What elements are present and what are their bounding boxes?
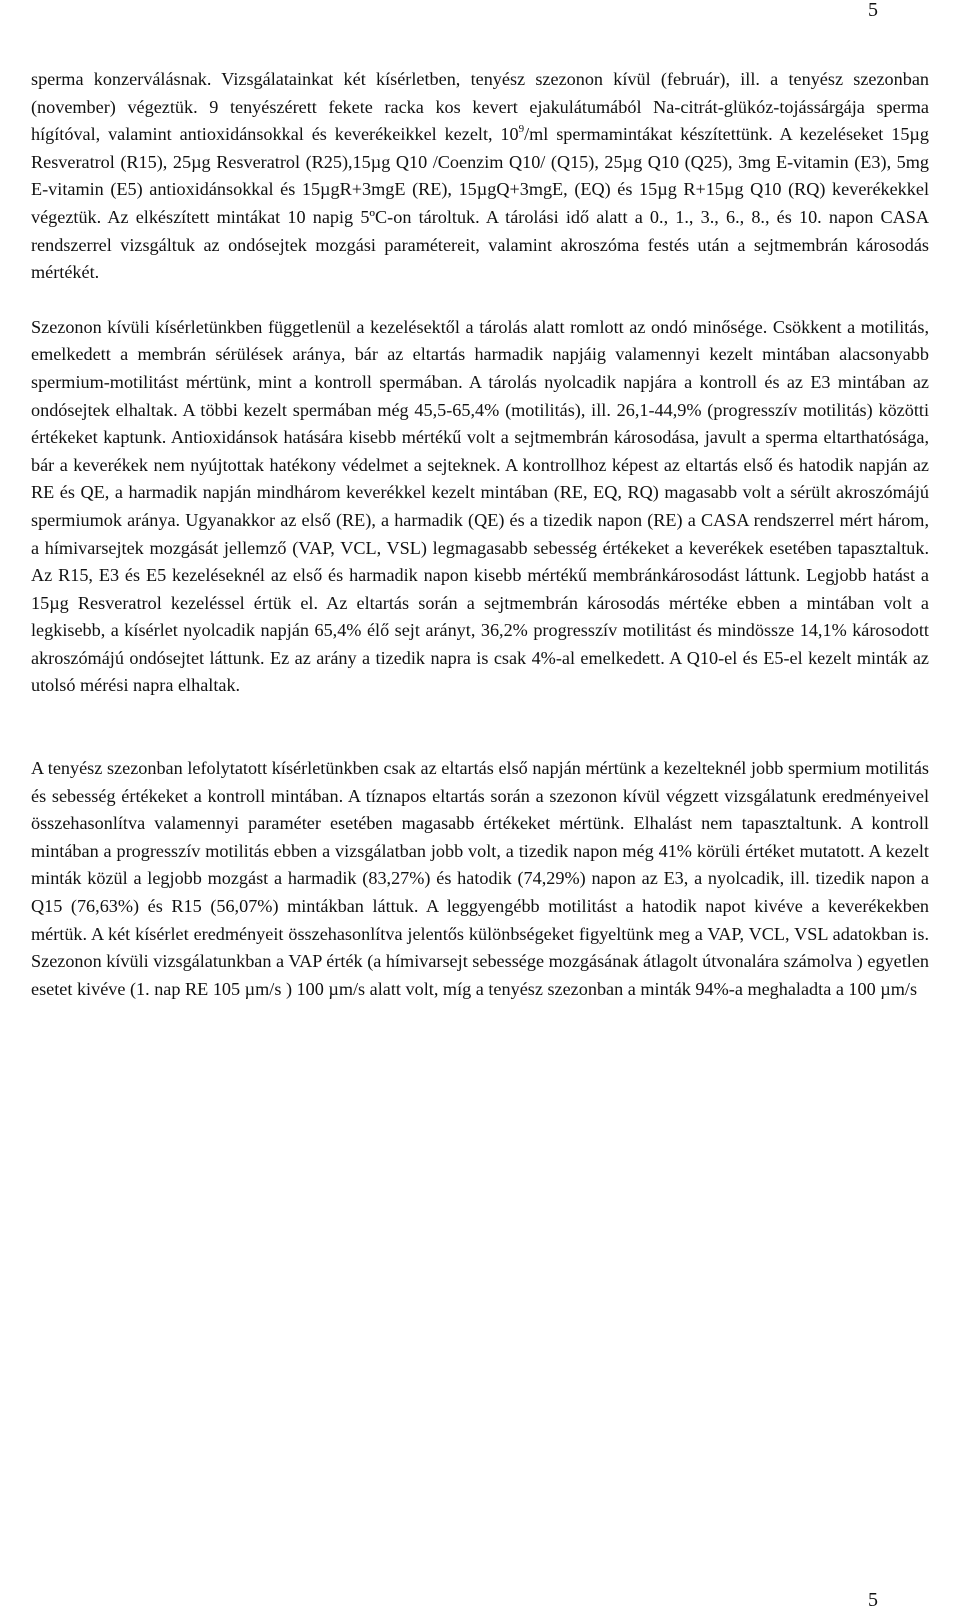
document-body	[31, 66, 929, 1003]
paragraph-breeding-season-results: A tenyész szezonban lefolytatott kísérletünkben csak az eltartás első napján mértünk a kezelteknél jobb spermium motilitás és sebesség értékeket a kontroll mintában. A tíznapos eltartás során a szezonon kívül végzett vizsgálatunk eredményeivel összehasonlítva valamennyi paraméter esetében magasabb értékeket mértünk. Elhalást nem tapasztaltunk. A kontroll mintában a progresszív motilitás ebben a vizsgálatban jobb volt, a tizedik napon még 41% körüli értéket mutatott. A kezelt minták közül a legjobb mozgást a harmadik (83,27%) és hatodik (74,29%) napon az E3, a nyolcadik, ill. tizedik napon a Q15 (76,63%) és R15 (56,07%) mintákban láttuk. A leggyengébb motilitást a hatodik napot kivéve a keverékekben mértük. A két kísérlet eredményeit összehasonlítva jelentős különbségeket figyeltünk meg a VAP, VCL, VSL adatokban is. Szezonon kívüli vizsgálatunkban a VAP érték (a hímivarsejt sebessége mozgásának átlagolt útvonalára számolva ) egyetlen esetet kivéve (1. nap RE 105 µm/s ) 100 µm/s alatt volt, míg a tenyész szezonban a minták 94%-a meghaladta a 100 µm/s	[31, 758, 929, 999]
paragraph-off-season-results: Szezonon kívüli kísérletünkben függetlenül a kezelésektől a tárolás alatt romlott az ondó minősége. Csökkent a motilitás, emelkedett a membrán sérülések aránya, bár az eltartás harmadik napjáig valamennyi kezelt mintában alacsonyabb spermium-motilitást mértünk, mint a kontroll spermában. A tárolás nyolcadik napjára a kontroll és az E3 mintában az ondósejtek elhaltak. A többi kezelt spermában még 45,5-65,4% (motilitás), ill. 26,1-44,9% (progresszív motilitás) közötti értékeket kaptunk. Antioxidánsok hatására kisebb mértékű volt a sejtmembrán károsodása, javult a sperma eltarthatósága, bár a keverékek nem nyújtottak hatékony védelmet a sejteknek. A kontrollhoz képest az eltartás első és hatodik napján az RE és QE, a harmadik napján mindhárom keverékkel kezelt mintában (RE, EQ, RQ) magasabb volt a sérült akroszómájú spermiumok aránya. Ugyanakkor az első (RE), a harmadik (QE) és a tizedik napon (RE) a CASA rendszerrel mért három, a hímivarsejtek mozgását jellemző (VAP, VCL, VSL) legmagasabb sebesség értékeket a keverékek esetében tapasztaltuk. Az R15, E3 és E5 kezeléseknél az első és harmadik napon kisebb mértékű membránkárosodást láttunk. Legjobb hatást a 15µg Resveratrol kezeléssel értük el. Az eltartás során a sejtmembrán károsodás mértéke ebben a mintában volt a legkisebb, a kísérlet nyolcadik napján 65,4% élő sejt arányt, 36,2% progresszív motilitást és mindössze 14,1% károsodott akroszómájú ondósejtet láttunk. Ez az arány a tizedik napra is csak 4%-al emelkedett. A Q10-el és E5-el kezelt minták az utolsó mérési napra elhaltak.	[31, 316, 929, 696]
page-number-top: 5	[868, 0, 878, 21]
paragraph-methods-text-2: /ml spermamintákat készítettünk. A kezeléseket 15µg Resveratrol (R15), 25µg Resveratrol (R25),15µg Q10 /Coenzim Q10/ (Q15), 25µg Q10 (Q25), 3mg E-vitamin (E3), 5mg E-vitamin (E5) antioxidánsokkal és 15µgR+3mgE (RE), 15µgQ+3mgE, (EQ) és 15µg R+15µg Q10 (RQ) keverékekkel végeztük. Az elkészített mintákat 10 napig 5ºC-on tároltuk. A tárolási idő alatt a 0., 1., 3., 6., 8., és 10. napon CASA rendszerrel vizsgáltuk az ondósejtek mozgási paramétereit, valamint akroszóma festés után a sejtmembrán károsodás mértékét.	[31, 124, 929, 283]
paragraph-methods-text-1: sperma konzerválásnak. Vizsgálatainkat két kísérletben, tenyész szezonon kívül (február), ill. a tenyész szezonban (november) végeztük. 9 tenyészérett fekete racka kos kevert ejakulátumából Na-citrát-glükóz-tojássárgája sperma hígítóval, valamint antioxidánsokkal és keverékeikkel kezelt, 10	[31, 69, 929, 145]
exponent-superscript: 9	[518, 123, 525, 136]
paragraph-methods	[31, 66, 929, 287]
page-number-bottom: 5	[868, 1589, 878, 1611]
